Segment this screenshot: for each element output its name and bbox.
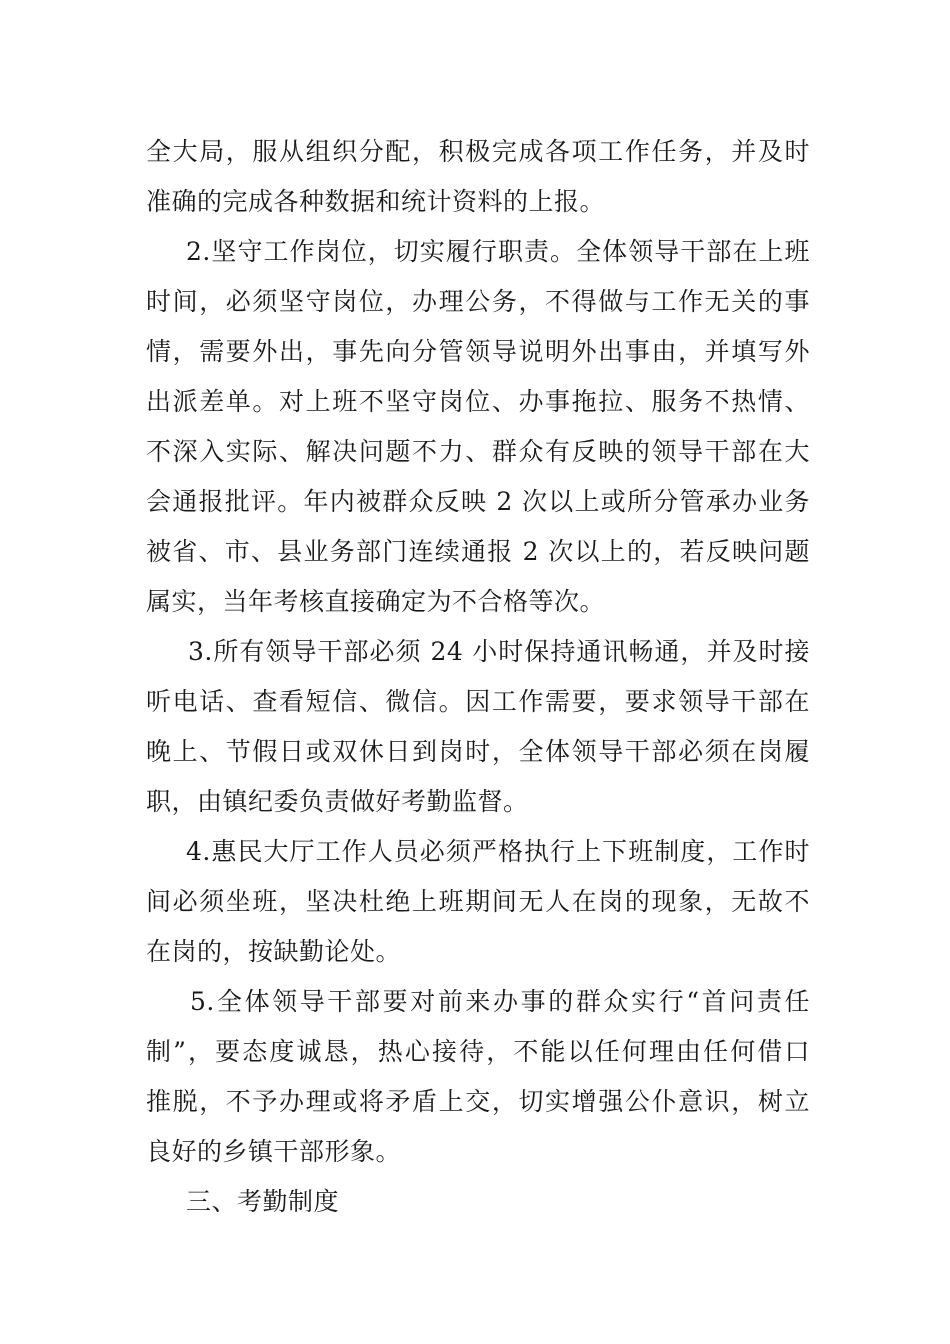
section-heading: 三、考勤制度 (186, 1187, 340, 1216)
text-line: 晚上、节假日或双休日到岗时，全体领导干部必须在岗履 (146, 737, 810, 766)
text-line: 属实，当年考核直接确定为不合格等次。 (146, 587, 606, 616)
paragraph-3-first-line: 3.所有领导干部必须 24 小时保持通讯畅通，并及时接 (188, 637, 810, 666)
text-line: 间必须坐班，坚决杜绝上班期间无人在岗的现象，无故不 (146, 887, 810, 916)
text-line: 推脱，不予办理或将矛盾上交，切实增强公仆意识，树立 (146, 1087, 810, 1116)
text-line: 良好的乡镇干部形象。 (146, 1137, 402, 1166)
text-line: 会通报批评。年内被群众反映 2 次以上或所分管承办业务 (146, 487, 810, 516)
paragraph-4-first-line: 4.惠民大厅工作人员必须严格执行上下班制度，工作时 (186, 837, 810, 866)
text-line: 出派差单。对上班不坚守岗位、办事拖拉、服务不热情、 (146, 387, 810, 416)
text-line: 全大局，服从组织分配，积极完成各项工作任务，并及时 (146, 137, 810, 166)
text-line: 情，需要外出，事先向分管领导说明外出事由，并填写外 (146, 337, 810, 366)
text-line: 职，由镇纪委负责做好考勤监督。 (146, 787, 529, 816)
text-line: 听电话、查看短信、微信。因工作需要，要求领导干部在 (146, 687, 810, 716)
paragraph-2-first-line: 2.坚守工作岗位，切实履行职责。全体领导干部在上班 (186, 237, 810, 266)
paragraph-5-first-line: 5.全体领导干部要对前来办事的群众实行“首问责任 (190, 987, 810, 1016)
text-line: 制”，要态度诚恳，热心接待，不能以任何理由任何借口 (146, 1037, 810, 1066)
text-line: 在岗的，按缺勤论处。 (146, 937, 402, 966)
text-line: 不深入实际、解决问题不力、群众有反映的领导干部在大 (146, 437, 810, 466)
text-line: 准确的完成各种数据和统计资料的上报。 (146, 187, 606, 216)
text-line: 时间，必须坚守岗位，办理公务，不得做与工作无关的事 (146, 287, 810, 316)
text-line: 被省、市、县业务部门连续通报 2 次以上的，若反映问题 (146, 537, 810, 566)
